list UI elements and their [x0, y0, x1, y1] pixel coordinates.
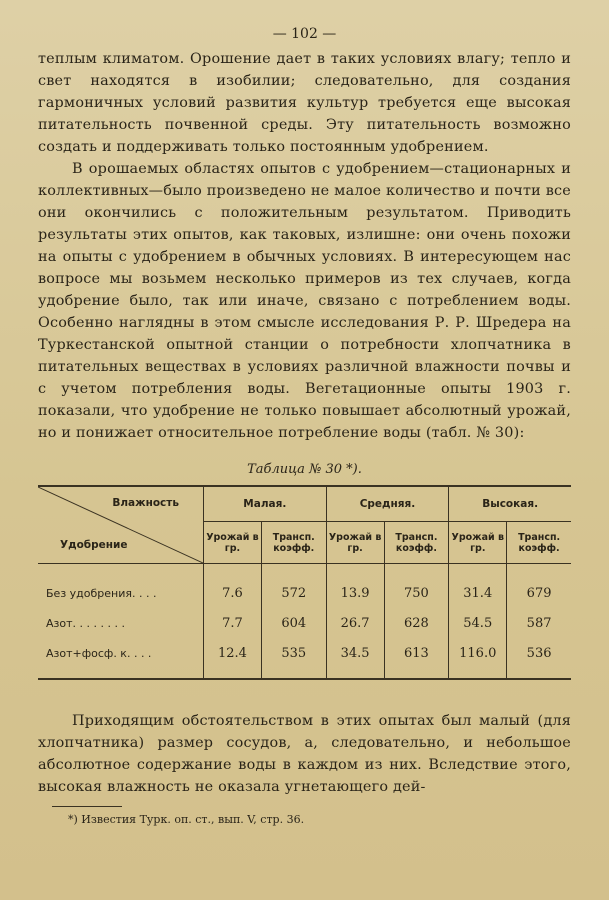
table-cell: 750 — [384, 564, 449, 609]
footnote-divider — [52, 806, 122, 807]
table-cell: 54.5 — [449, 608, 507, 638]
table-cell: 587 — [526, 615, 552, 631]
corner-label-humidity: Влажность — [112, 497, 179, 509]
table-row — [38, 608, 571, 638]
row-label: Азот. . . . . . . . — [38, 608, 204, 638]
table-cell: 7.7 — [204, 608, 262, 638]
group-header-low: Малая. — [204, 486, 327, 522]
table-cell: 116.0 — [449, 638, 507, 679]
row-label: Азот+фосф. к. . . . — [38, 638, 204, 679]
table-cell: 536 — [526, 645, 552, 661]
subheader-yield: Урожай в гр. — [449, 522, 507, 564]
subheader-coef: Трансп. коэфф. — [507, 522, 571, 564]
table-caption: Таблица № 30 *). — [247, 462, 362, 477]
table-cell: 604 — [261, 608, 326, 638]
table-row — [38, 638, 571, 679]
table-corner-header — [38, 486, 204, 564]
row-label: Без удобрения. . . . — [38, 564, 204, 609]
subheader-yield: Урожай в гр. — [204, 522, 262, 564]
page-number: — 102 — — [272, 26, 337, 42]
subheader-yield: Урожай в гр. — [326, 522, 384, 564]
subheader-coef: Трансп. коэфф. — [384, 522, 449, 564]
paragraph-3: Приходящим обстоятельством в этих опытах был малый (для хлопчатника) размер сосудов, а, следовательно, и небольшое абсолютное содержание воды в каждом из них. Вследствие этого, высокая влажность не оказала угнетающего дей- — [38, 713, 571, 795]
table-cell: 613 — [384, 638, 449, 679]
paragraph-1: теплым климатом. Орошение дает в таких условиях влагу; тепло и свет находятся в изобилии; следовательно, для создания гармоничных условий развития культур требуется еще высокая питательность почвенной среды. Эту питательность возможно создать и поддерживать только постоянным удобрением. — [38, 51, 571, 155]
corner-label-fertilizer: Удобрение — [60, 539, 128, 551]
paragraph-2: В орошаемых областях опытов с удобрением—стационарных и коллективных—было произведено не малое количество и почти все они окончились с положительным результатом. Приводить результаты этих опытов, как таковых, излишне: они очень похожи на опыты с удобрением в обычных условиях. В интересующем нас вопросе мы возьмем несколько примеров из тех случаев, когда удобрение было, так или иначе, связано с потреблением воды. Особенно наглядны в этом смысле исследования Р. Р. Шредера на Туркестанской опытной станции о потребности хлопчатника в питательных веществах в условиях различной влажности почвы и с учетом потребления воды. Вегетационные опыты 1903 г. показали, что удобрение не только повышает абсолютный урожай, но и понижает относительное потребление воды (табл. № 30): — [38, 161, 571, 441]
table-cell: 535 — [261, 638, 326, 679]
table-cell: 26.7 — [326, 608, 384, 638]
table-cell: 34.5 — [326, 638, 384, 679]
group-header-medium: Средняя. — [326, 486, 449, 522]
data-table — [38, 485, 571, 680]
table-cell: 679 — [526, 585, 552, 601]
group-header-high: Высокая. — [449, 486, 571, 522]
table-cell: 628 — [384, 608, 449, 638]
table-cell: 12.4 — [204, 638, 262, 679]
footnote: *) Известия Турк. оп. ст., вып. V, стр. 36. — [68, 813, 305, 826]
table-cell: 31.4 — [449, 564, 507, 609]
table-row — [38, 564, 571, 609]
table-cell: 572 — [261, 564, 326, 609]
table-cell: 7.6 — [204, 564, 262, 609]
table-cell: 13.9 — [326, 564, 384, 609]
subheader-coef: Трансп. коэфф. — [261, 522, 326, 564]
